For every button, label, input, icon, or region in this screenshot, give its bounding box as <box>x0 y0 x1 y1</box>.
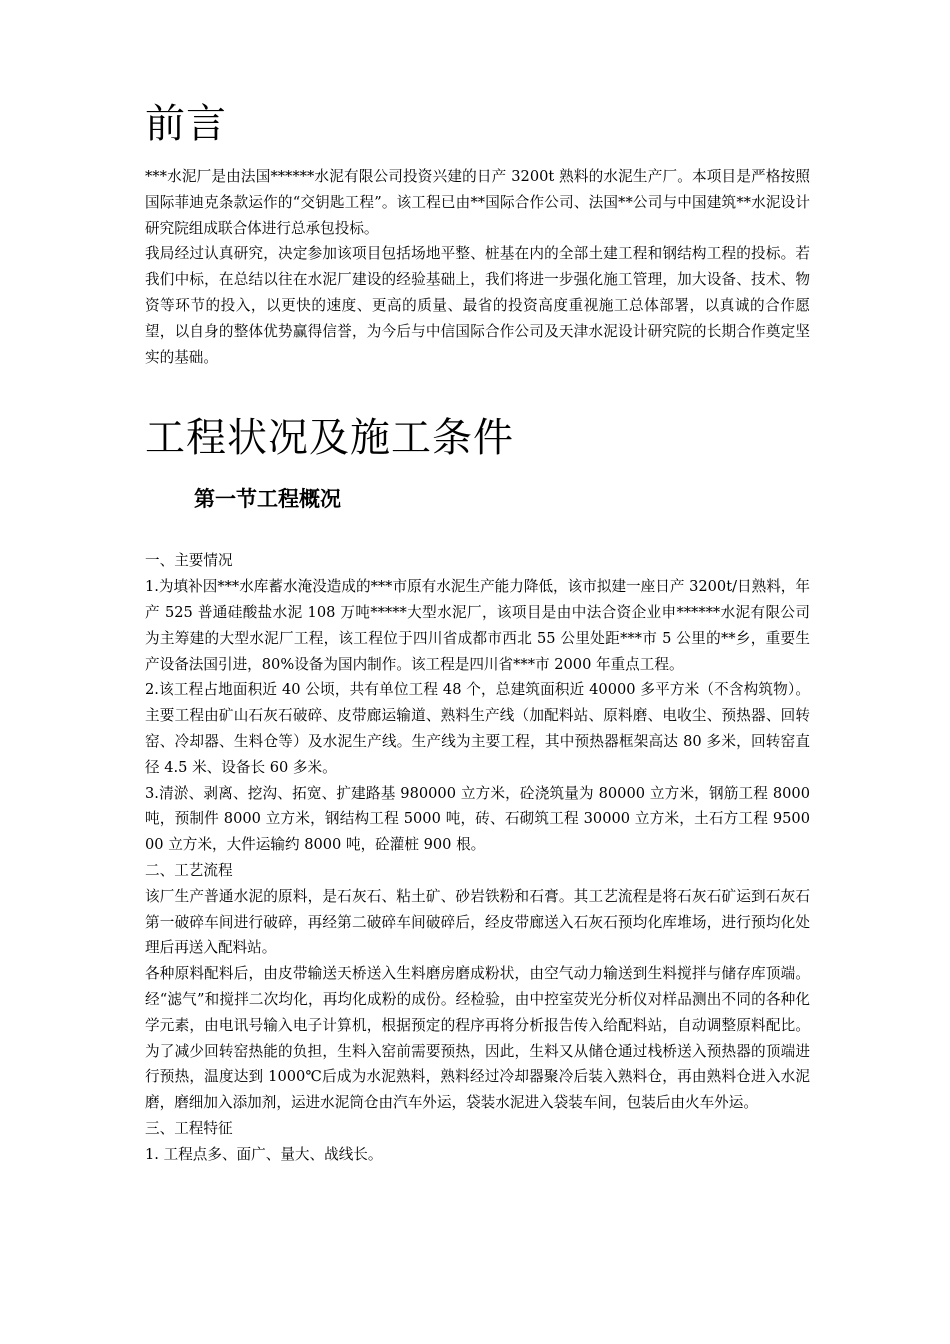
paragraph-process-2: 各种原料配料后，由皮带输送天桥送入生料磨房磨成粉状，由空气动力输送到生料搅拌与储存库顶端。经“滤气”和搅拌二次均化，再均化成粉的成份。经检验，由中控室荧光分析仪对样品测出不同的各种化学元素，由电讯号输入电子计算机，根据预定的程序再将分析报告传入给配料站，自动调整原料配比。为了减少回转窑热能的负担，生料入窑前需要预热，因此，生料又从储仓通过栈桥送入预热器的顶端进行预热，温度达到 1000℃后成为水泥熟料，熟料经过冷却器聚冷后装入熟料仓，再由熟料仓进入水泥磨，磨细加入添加剂，运进水泥筒仓由汽车外运，袋装水泥进入袋装车间，包装后由火车外运。 <box>145 965 810 1112</box>
subsection-features: 三、工程特征 <box>145 1119 233 1137</box>
paragraph-item-3: 3.清淤、剥离、挖沟、拓宽、扩建路基 980000 立方米，砼浇筑量为 80000 立方米，钢筋工程 8000 吨，预制件 8000 立方米，钢结构工程 5000 吨，砖、石砌筑工程 30000 立方米，土石方工程 950000 立方米，大件运输约 8000 吨，砼灌桩 900 根。 <box>145 784 810 854</box>
paragraph-item-1: 1.为填补因***水库蓄水淹没造成的***市原有水泥生产能力降低，该市拟建一座日产 3200t/日熟料，年产 525 普通硅酸盐水泥 108 万吨*****大型水泥厂，该项目是由中法合资企业申******水泥有限公司为主筹建的大型水泥厂工程，该工程位于四川省成都市西北 55 公里处距***市 5 公里的**乡，重要生产设备法国引进，80%设备为国内制作。该工程是四川省***市 2000 年重点工程。 <box>145 578 810 673</box>
section-1-heading: 第一节工程概况 <box>194 487 341 512</box>
subsection-main-situation: 一、主要情况 <box>145 552 233 570</box>
preface-paragraph-1: ***水泥厂是由法国******水泥有限公司投资兴建的日产 3200t 熟料的水泥生产厂。本项目是严格按照国际菲迪克条款运作的“交钥匙工程”。该工程已由**国际合作公司、法国**公司与中国建筑**水泥设计研究院组成联合体进行总承包投标。 <box>145 168 810 237</box>
page-content <box>145 96 810 1168</box>
subsection-process-flow: 二、工艺流程 <box>145 861 233 879</box>
preface-paragraph-2: 我局经过认真研究，决定参加该项目包括场地平整、桩基在内的全部土建工程和钢结构工程的投标。若我们中标，在总结以往在水泥厂建设的经验基础上，我们将进一步强化施工管理，加大设备、技术、物资等环节的投入，以更快的速度、更高的质量、最省的投资高度重视施工总体部署，以真诚的合作愿望，以自身的整体优势赢得信誉，为今后与中信国际合作公司及天津水泥设计研究院的长期合作奠定坚实的基础。 <box>145 245 810 366</box>
preface-heading: 前言 <box>145 101 227 147</box>
paragraph-feature-1: 1. 工程点多、面广、量大、战线长。 <box>145 1145 383 1163</box>
paragraph-item-2: 2.该工程占地面积近 40 公顷，共有单位工程 48 个，总建筑面积近 40000 多平方米（不含构筑物）。主要工程由矿山石灰石破碎、皮带廊运输道、熟料生产线（加配料站、原料磨、电收尘、预热器、回转窑、冷却器、生料仓等）及水泥生产线。生产线为主要工程，其中预热器框架高达 80 多米，回转窑直径 4.5 米、设备长 60 多米。 <box>145 681 810 776</box>
conditions-heading: 工程状况及施工条件 <box>145 415 514 462</box>
paragraph-process-1: 该厂生产普通水泥的原料，是石灰石、粘土矿、砂岩铁粉和石膏。其工艺流程是将石灰石矿运到石灰石第一破碎车间进行破碎，再经第二破碎车间破碎后，经皮带廊送入石灰石预均化库堆场，进行预均化处理后再送入配料站。 <box>145 887 810 957</box>
